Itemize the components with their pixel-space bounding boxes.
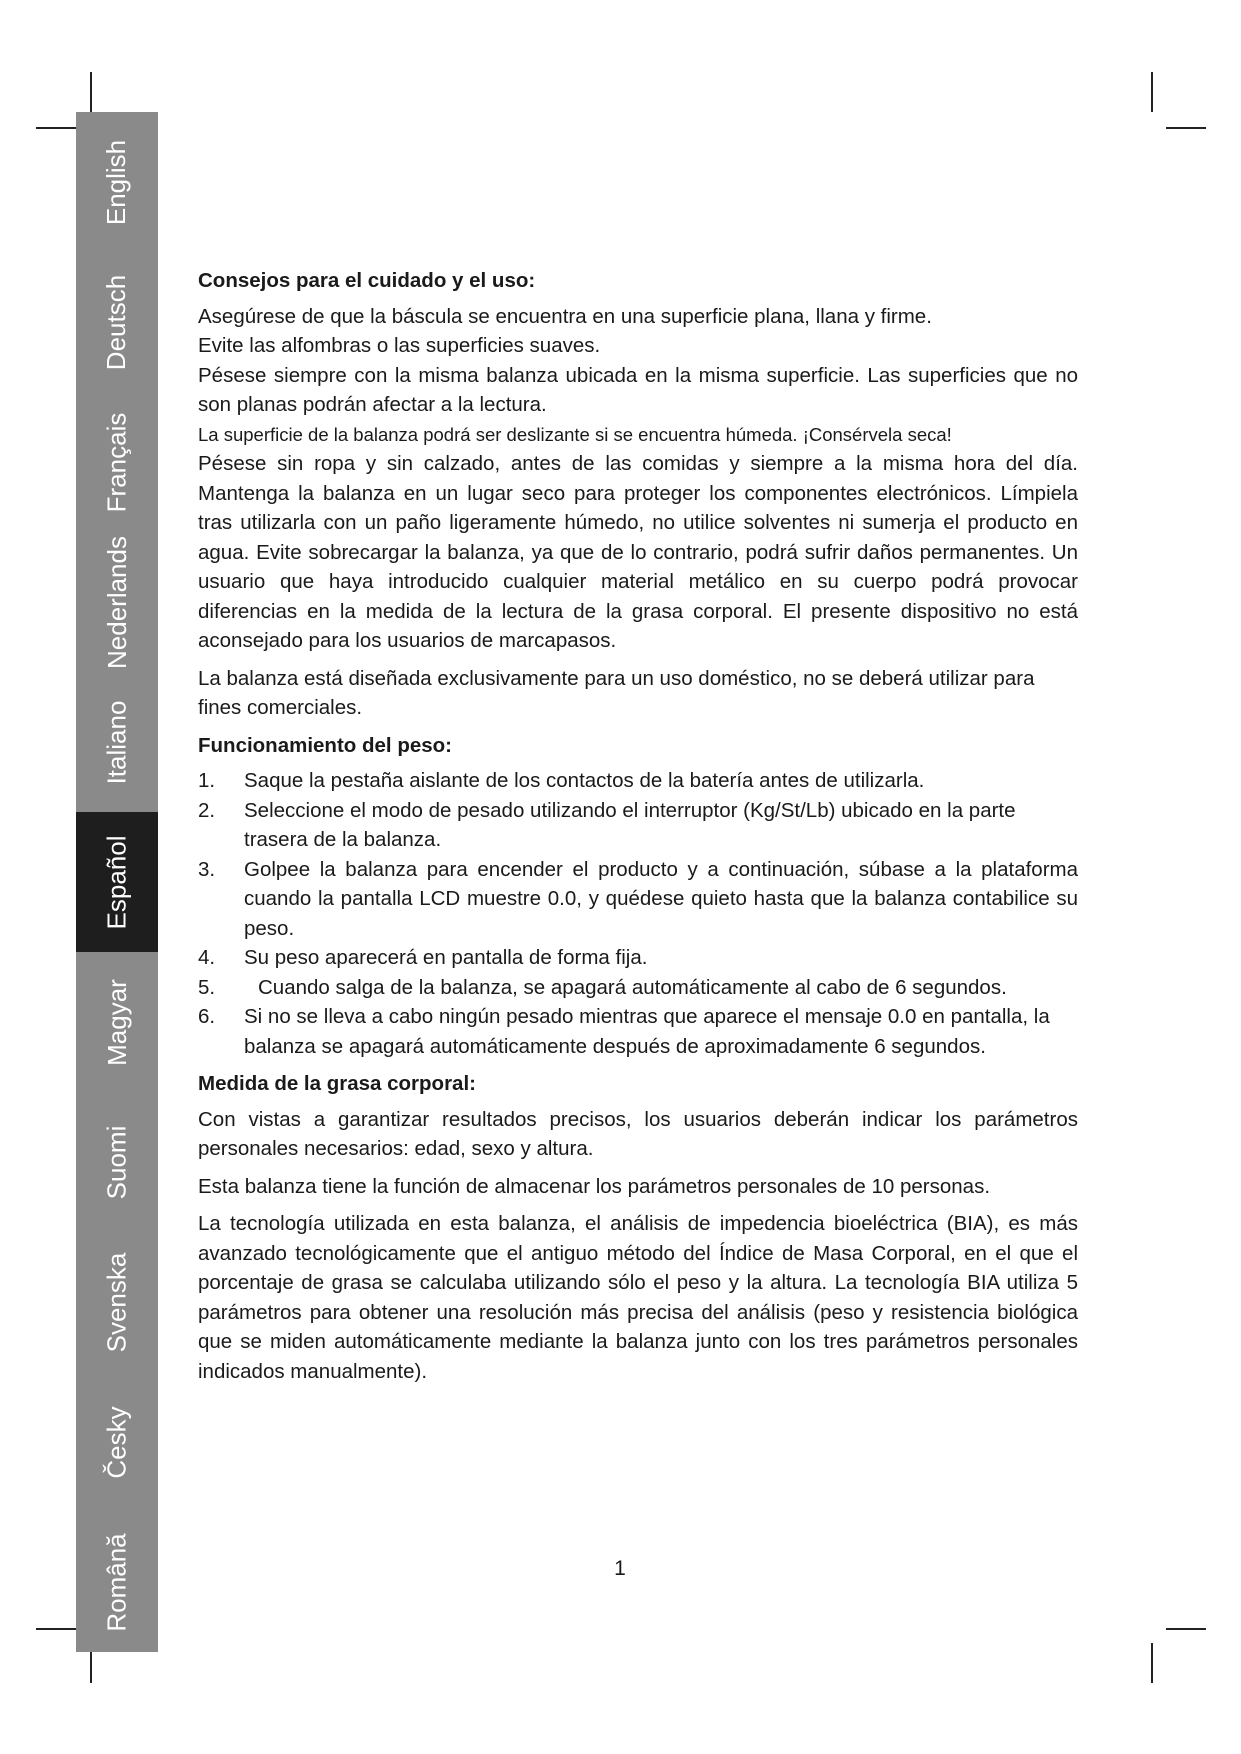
tab-espanol[interactable]: Español bbox=[76, 812, 158, 952]
care-paragraph: Asegúrese de que la báscula se encuentra en una superficie plana, llana y firme. bbox=[198, 304, 932, 328]
bodyfat-paragraph: Esta balanza tiene la función de almacenar los parámetros personales de 10 personas. bbox=[198, 1174, 991, 1198]
list-item: 6. Si no se lleva a cabo ningún pesado mientras que aparece el mensaje 0.0 en pantalla, la balanza se apagará automáticamente después de aproximadamente 6 segundos. bbox=[198, 1005, 1050, 1058]
care-paragraph: La superficie de la balanza podrá ser deslizante si se encuentra húmeda. ¡Consérvela seca! bbox=[198, 423, 952, 445]
tab-francais[interactable]: Français bbox=[101, 412, 132, 512]
care-paragraph: La balanza está diseñada exclusivamente para un uso doméstico, no se deberá utilizar para fines comerciales. bbox=[198, 666, 1035, 719]
crop-mark bbox=[90, 72, 92, 112]
tab-deutsch[interactable]: Deutsch bbox=[101, 274, 132, 370]
weighing-steps bbox=[198, 766, 1078, 1061]
list-item: 2. Seleccione el modo de pesado utilizando el interruptor (Kg/St/Lb) ubicado en la parte trasera de la balanza. bbox=[198, 798, 1016, 851]
bodyfat-paragraph: La tecnología utilizada en esta balanza, el análisis de impedencia bioeléctrica (BIA), es más avanzado tecnológicamente que el antiguo método del Índice de Masa Corporal, en el que el porcentaje de grasa se calculaba utilizando sólo el peso y la altura. La tecnología BIA utiliza 5 parámetros para obtener una resolución más precisa del análisis (peso y resistencia biológica que se miden automáticamente mediante la balanza junto con los tres parámetros personales indicados manualmente). bbox=[198, 1212, 1078, 1383]
care-paragraph: Pésese siempre con la misma balanza ubicada en la misma superficie. Las superficies que no son planas podrán afectar a la lectura. bbox=[198, 363, 1078, 416]
tab-suomi[interactable]: Suomi bbox=[101, 1125, 132, 1199]
list-item: 4. Su peso aparecerá en pantalla de forma fija. bbox=[198, 946, 648, 969]
care-paragraph: Evite las alfombras o las superficies suaves. bbox=[198, 334, 601, 357]
tab-english[interactable]: English bbox=[101, 139, 132, 225]
tab-romana[interactable]: Română bbox=[101, 1532, 132, 1632]
page-number: 1 bbox=[614, 1557, 626, 1580]
crop-mark bbox=[36, 127, 76, 129]
crop-mark bbox=[1166, 1628, 1206, 1630]
crop-mark bbox=[1166, 127, 1206, 129]
weighing-heading: Funcionamiento del peso: bbox=[198, 733, 452, 757]
list-item: 3. Golpee la balanza para encender el producto y a continuación, súbase a la plataforma cuando la pantalla LCD muestre 0.0, y quédese quieto hasta que la balanza contabilice su peso. bbox=[198, 857, 1078, 940]
tab-nederlands[interactable]: Nederlands bbox=[101, 535, 132, 669]
bodyfat-heading: Medida de la grasa corporal: bbox=[198, 1072, 476, 1095]
tab-cesky[interactable]: Česky bbox=[101, 1405, 132, 1479]
list-item: 1. Saque la pestaña aislante de los contactos de la batería antes de utilizarla. bbox=[198, 769, 925, 792]
tab-italiano[interactable]: Italiano bbox=[101, 700, 132, 784]
crop-mark bbox=[1151, 72, 1153, 112]
list-item: 5. Cuando salga de la balanza, se apagará automáticamente al cabo de 6 segundos. bbox=[198, 975, 1007, 999]
tab-svenska[interactable]: Svenska bbox=[101, 1252, 132, 1352]
bodyfat-paragraph: Con vistas a garantizar resultados precisos, los usuarios deberán indicar los parámetros personales necesarios: edad, sexo y altura. bbox=[198, 1107, 1078, 1160]
crop-mark bbox=[36, 1628, 76, 1630]
tab-magyar[interactable]: Magyar bbox=[101, 978, 132, 1066]
care-paragraph: Pésese sin ropa y sin calzado, antes de las comidas y siempre a la misma hora del día. Mantenga la balanza en un lugar seco para proteger los componentes electrónicos. Límpiela tras utilizarla con un paño ligeramente húmedo, no utilice solventes ni sumerja el producto en agua. Evite sobrecargar la balanza, ya que de lo contrario, podrá sufrir daños permanentes. Un usuario que haya introducido cualquier material metálico en su cuerpo podrá provocar diferencias en la medida de la lectura de la grasa corporal. El presente dispositivo no está aconsejado para los usuarios de marcapasos. bbox=[198, 452, 1078, 652]
document-content bbox=[198, 262, 1078, 1386]
care-heading: Consejos para el cuidado y el uso: bbox=[198, 269, 536, 292]
crop-mark bbox=[1151, 1643, 1153, 1683]
language-sidebar bbox=[76, 112, 158, 1652]
